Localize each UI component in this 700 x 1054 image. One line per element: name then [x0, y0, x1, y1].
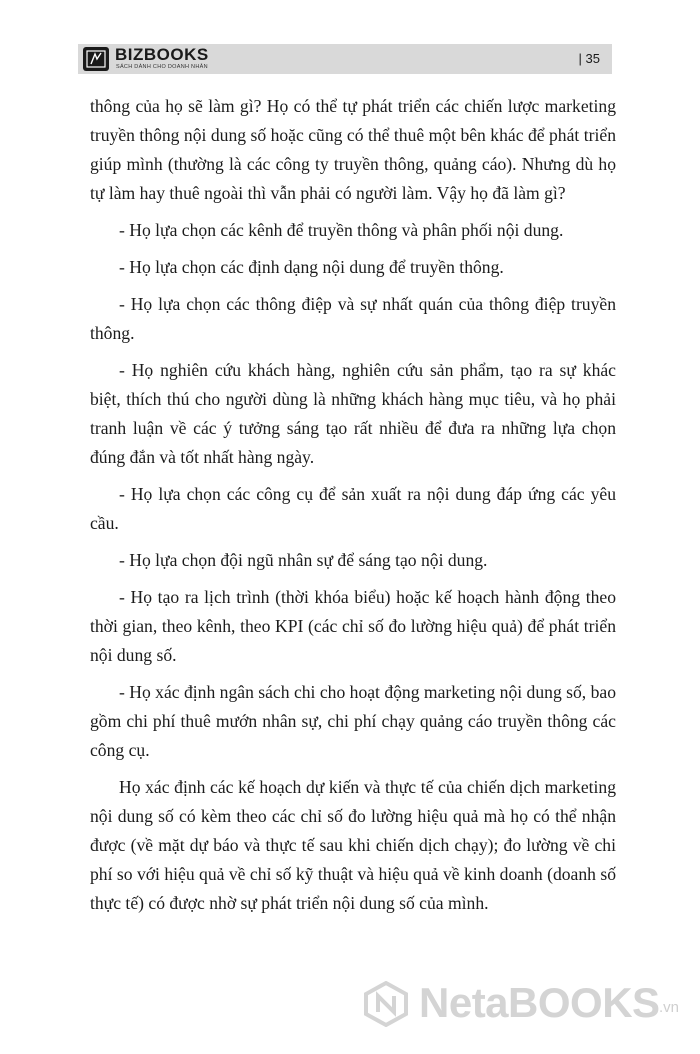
netabooks-logo-icon [363, 981, 409, 1027]
publisher-tagline: SÁCH DÀNH CHO DOANH NHÂN [116, 64, 208, 70]
list-item-budget: - Họ xác định ngân sách chi cho hoạt động marketing nội dung số, bao gồm chi phí thuê mướn nhân sự, chi phí chạy quảng cáo truyền thông các công cụ. [90, 682, 616, 760]
watermark-suffix: .vn [659, 999, 680, 1016]
list-item-channels: - Họ lựa chọn các kênh để truyền thông và phân phối nội dung. [119, 220, 564, 240]
paragraph-conclusion: Họ xác định các kế hoạch dự kiến và thực tế của chiến dịch marketing nội dung số có kèm theo các chỉ số đo lường hiệu quả mà họ có thể nhận được (về mặt dự báo và thực tế sau khi chiến dịch chạy); đo lường về chi phí so với hiệu quả về chỉ số kỹ thuật và hiệu quả về kinh doanh (doanh số thực tế) có được nhờ sự phát triển nội dung số của mình. [90, 777, 616, 913]
page-number: | 35 [578, 51, 600, 66]
list-item-messages: - Họ lựa chọn các thông điệp và sự nhất quán của thông điệp truyền thông. [90, 294, 616, 343]
page-header [78, 44, 612, 74]
list-item-formats: - Họ lựa chọn các định dạng nội dung để truyền thông. [119, 257, 504, 277]
paragraph-continuation: thông của họ sẽ làm gì? Họ có thể tự phát triển các chiến lược marketing truyền thông nội dung số hoặc cũng có thể thuê một bên khác để phát triển giúp mình (thường là các công ty truyền thông, quảng cáo). Nhưng dù họ tự làm hay thuê ngoài thì vẫn phải có người làm. Vậy họ đã làm gì? [90, 96, 616, 203]
list-item-schedule: - Họ tạo ra lịch trình (thời khóa biểu) hoặc kế hoạch hành động theo thời gian, theo kênh, theo KPI (các chỉ số đo lường hiệu quả) để phát triển nội dung số. [90, 587, 616, 665]
watermark-text: NetaBOOKS [419, 979, 660, 1026]
page-body [90, 92, 616, 926]
watermark [363, 975, 693, 1035]
list-item-research: - Họ nghiên cứu khách hàng, nghiên cứu sản phẩm, tạo ra sự khác biệt, thích thú cho người dùng là những khách hàng mục tiêu, và họ phải tranh luận về các ý tưởng sáng tạo rất nhiều để đưa ra những lựa chọn đúng đắn và tốt nhất hàng ngày. [90, 360, 616, 467]
publisher-logo-text: BIZBOOKS [115, 45, 209, 64]
list-item-tools: - Họ lựa chọn các công cụ để sản xuất ra nội dung đáp ứng các yêu cầu. [90, 484, 616, 533]
list-item-team: - Họ lựa chọn đội ngũ nhân sự để sáng tạo nội dung. [119, 550, 488, 570]
bizbooks-logo-icon [83, 47, 109, 71]
